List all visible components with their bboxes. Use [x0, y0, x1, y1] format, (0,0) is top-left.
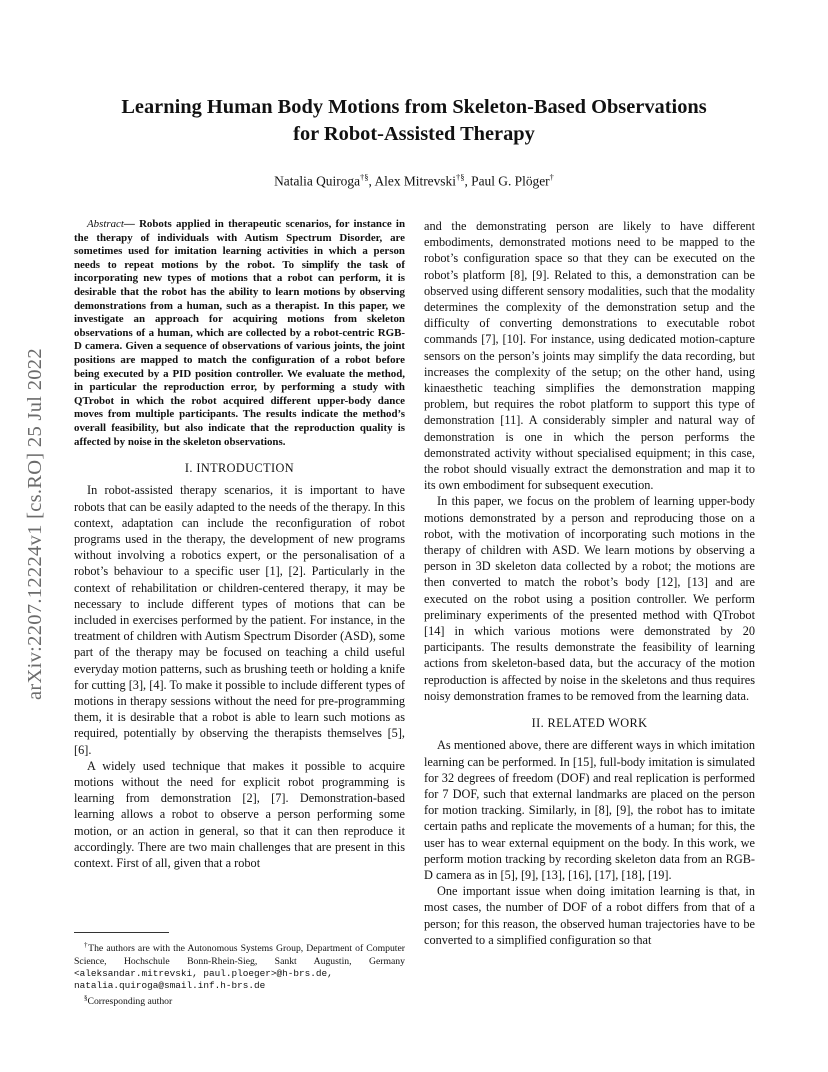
author-3-mark: †	[549, 172, 554, 182]
arxiv-identifier: arXiv:2207.12224v1 [cs.RO] 25 Jul 2022	[24, 348, 46, 700]
left-column	[74, 218, 405, 871]
footnote-1	[74, 939, 405, 992]
footnote-1-mark: †	[84, 941, 89, 949]
abstract-text: Robots applied in therapeutic scenarios, for instance in the therapy of individuals with Autism Spectrum Disorder, are sometimes used for imitation learning activities in which a person needs to repeat motions by the robot. To simplify the task of incorporating new types of motions that a robot can perform, it is desirable that the robot has the ability to learn motions by observing demonstrations from a human, such as a therapist. In this paper, we investigate an approach for acquiring motions from skeleton observations of a human, which are collected by a robot-centric RGB-D camera. Given a sequence of observations of various joints, the joint positions are mapped to match the configuration of a robot before being executed by a PID position controller. We evaluate the method, in particular the reproduction error, by performing a study with QTrobot in which the robot acquired different upper-body dance moves from multiple participants. The results indicate the method’s overall feasibility, but also indicate that the reproduction quality is affected by noise in the skeleton observations.	[74, 218, 405, 448]
author-2: Alex Mitrevski	[374, 173, 456, 189]
related-paragraph-1: As mentioned above, there are different ways in which imitation learning can be performed. In [15], full-body imitation is simulated for 32 degrees of freedom (DOF) and real replication is performed for 7 DOF, such that external landmarks are placed on the person for motion tracking. Similarly, in [8], [9], the robot has to imitate certain paths and replicate the movements of a human; for this, the user has to wear external equipment on the body. In this work, we perform motion tracking by recording skeleton data from an RGB-D camera as in [5], [9], [13], [16], [17], [18], [19].	[424, 738, 755, 882]
footnote-rule	[74, 932, 169, 933]
author-1-mark: †§	[360, 172, 369, 182]
paper-title	[60, 94, 768, 148]
footnote-2-mark: §	[84, 994, 88, 1003]
title-line-1: Learning Human Body Motions from Skeleton-Based Observations	[121, 96, 707, 118]
footnote-1-emails-line2: natalia.quiroga@smail.inf.h-brs.de	[74, 980, 266, 992]
intro-paragraph-3: In this paper, we focus on the problem of learning upper-body motions demonstrated by a person and reproducing those on a robot, with the motivation of incorporating such motions in the therapy of children with ASD. We learn motions by observing a person in 3D skeleton data collected by a robot; the motions are then converted to match the robot’s body [12], [13] and are executed on the robot using a position controller. We perform preliminary experiments of the presented method with QTrobot [14] in which various motions were demonstrated by 20 participants. The results demonstrate the feasibility of learning actions from skeleton-based data, but the accuracy of the motion reproduction is affected by noise in the skeletons and thus requires noisy demonstration frames to be removed from the learning data.	[424, 494, 755, 703]
intro-paragraph-2: A widely used technique that makes it possible to acquire motions without the need for explicit robot programming is learning from demonstration [2], [7]. Demonstration-based learning allows a robot to observe a person performing some motion, or an action in general, so that it can then reproduce it accordingly. There are two main challenges that are present in this context. First of all, given that a robot	[74, 758, 405, 870]
footnote-2-text: Corresponding author	[87, 996, 173, 1008]
author-1: Natalia Quiroga	[274, 173, 361, 189]
abstract	[74, 218, 405, 449]
footnotes	[74, 932, 405, 1009]
footnote-1-emails-line1: <aleksandar.mitrevski, paul.ploeger>@h-brs.de,	[74, 967, 333, 979]
right-column	[424, 218, 755, 948]
abstract-dash: —	[123, 218, 135, 230]
footnote-1-text: The authors are with the Autonomous Systems Group, Department of Computer Science, Hochschule Bonn-Rhein-Sieg, Sankt Augustin, Germany	[74, 943, 406, 967]
intro-paragraph-2-continued: and the demonstrating person are likely to have different embodiments, demonstrated motions need to be mapped to the robot’s configuration space so that they can be executed on the robot’s platform [8], [9]. Related to this, a demonstration can be observed using different sensory modalities, such that the modality determines the complexity of the demonstration setup and the difficulty of converting demonstrations to executable robot commands [7], [10]. For instance, using dedicated motion-capture sensors on the person’s joints may simplify the data recording, but increases the complexity of the setup; on the other hand, using kinaesthetic teaching simplifies the demonstration mapping problem, but requires the robot platform to support this type of demonstration [11]. A considerably simpler and natural way of demonstration is one in which the person performs the demonstrated activity without specialised equipment; in this case, the robot should visually extract the demonstration and map it to its own embodiment for subsequent execution.	[424, 219, 755, 493]
section-heading-introduction: I. INTRODUCTION	[184, 461, 295, 476]
title-line-2: for Robot-Assisted Therapy	[293, 123, 535, 145]
footnote-2	[74, 992, 405, 1009]
author-2-mark: †§	[455, 172, 465, 182]
abstract-label: Abstract	[87, 218, 124, 230]
intro-paragraph-1: In robot-assisted therapy scenarios, it is important to have robots that can be easily adapted to the needs of the therapy. In this context, adaptation can include the reconfiguration of robot programs used in the therapy, the development of new programs without involving a robotics expert, or the personalisation of a robot’s behaviour to a specific user [1], [2]. Particularly in the context of rehabilitation or children-centered therapy, it may be necessary to include different types of motions that can be included in exercises performed by the patient. For instance, in the treatment of children with Autism Spectrum Disorder (ASD), some part of the therapy may be focused on teaching a child useful everyday motion patterns, such as brushing teeth or holding a knife for cutting [3], [4]. To make it possible to include different types of motions in therapy sessions without the need for pre-programming them, it is desirable that a robot is able to learn such motions as required, potentially by observing the therapists themselves [5], [6].	[74, 483, 405, 757]
related-paragraph-2: One important issue when doing imitation learning is that, in most cases, the number of DOF of a robot differs from that of a person; for this reason, the observed human trajectories have to be converted to a simplified configuration so that	[424, 884, 755, 947]
author-3: Paul G. Plöger	[471, 173, 550, 189]
author-list: Natalia Quiroga†§, Alex Mitrevski†§, Paul G. Plöger†	[274, 172, 554, 189]
section-heading-related-work: II. RELATED WORK	[531, 716, 648, 731]
